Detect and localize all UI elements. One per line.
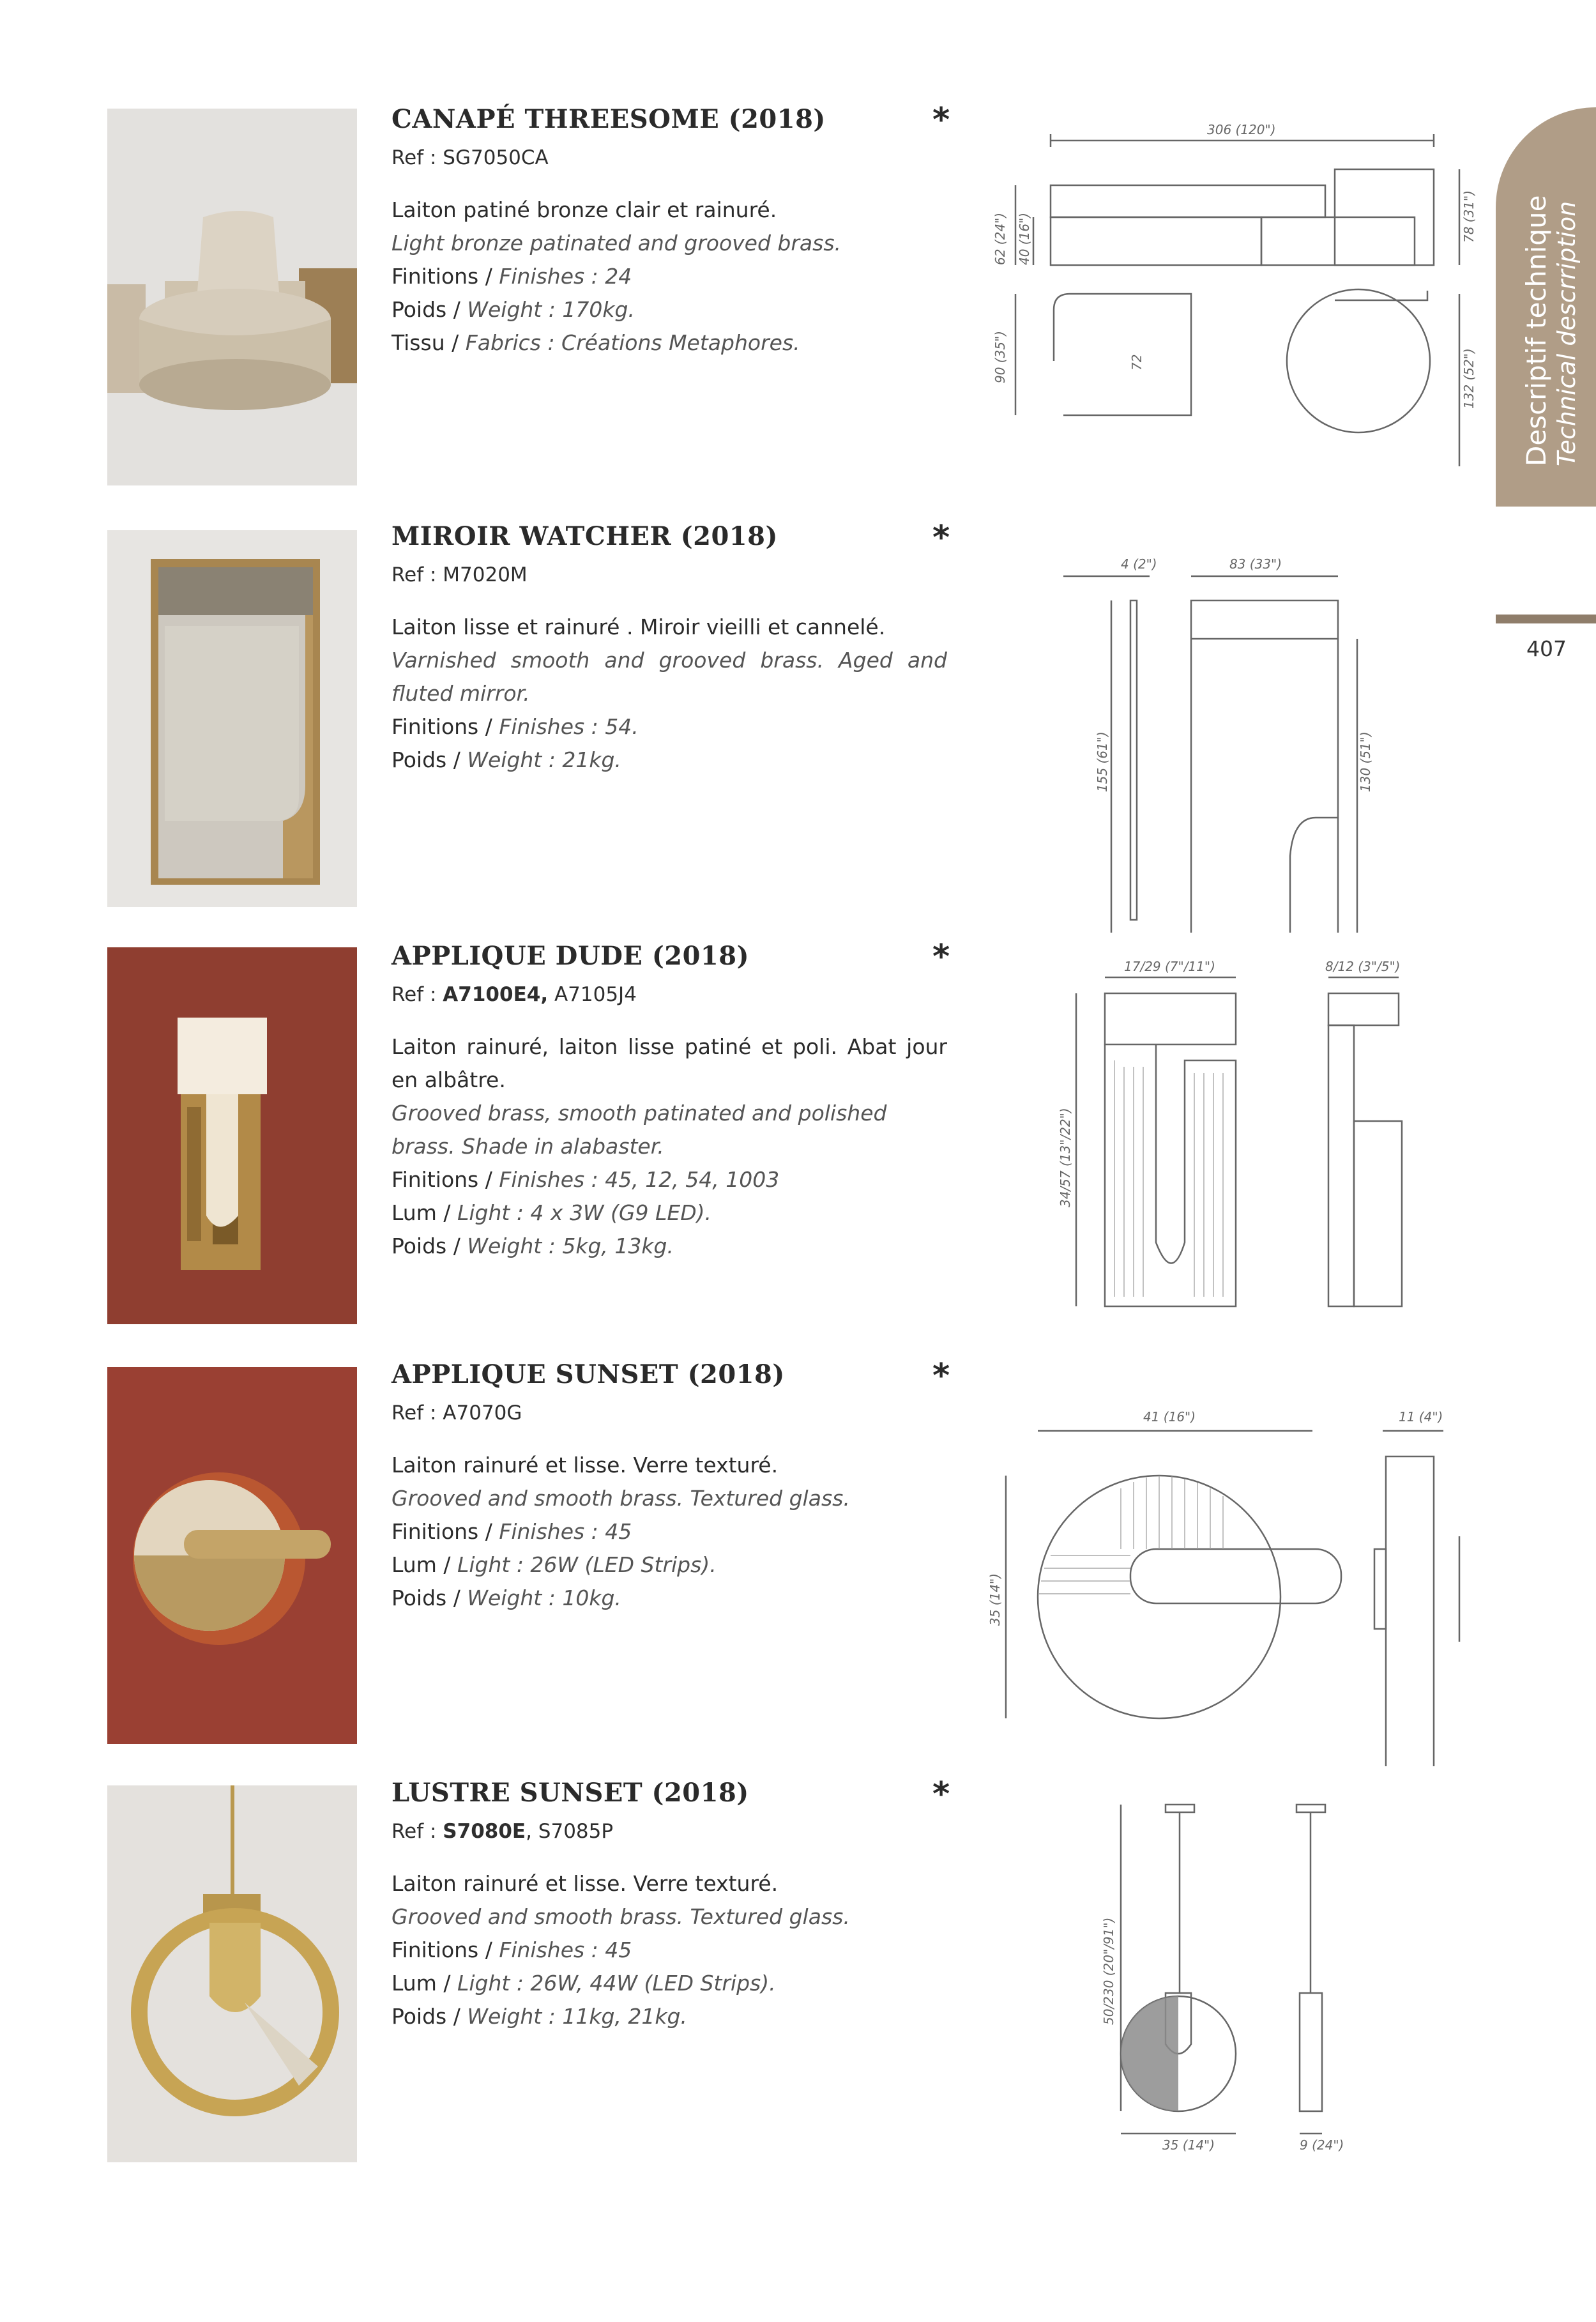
dim-label: 40 (16") (1017, 212, 1032, 265)
product-text (391, 942, 947, 1263)
desc-line: Finitions / Finishes : 24 (391, 264, 632, 289)
dim-label: 132 (52") (1461, 348, 1477, 409)
technical-drawing-mirror (968, 537, 1485, 933)
desc-line: Lum / Light : 26W, 44W (LED Strips). (391, 1971, 776, 1996)
asterisk-marker: * (932, 938, 950, 976)
product-title: MIROIR WATCHER (2018) (391, 521, 778, 551)
desc-line: Laiton patiné bronze clair et rainuré. (391, 197, 777, 222)
desc-line: Tissu / Fabrics : Créations Metaphores. (391, 330, 800, 355)
asterisk-marker: * (932, 1775, 950, 1814)
dim-label: 306 (120") (1207, 122, 1276, 137)
desc-line: Finitions / Finishes : 45 (391, 1519, 632, 1544)
dim-label: 78 (31") (1461, 190, 1477, 243)
desc-line: Varnished smooth and grooved brass. Aged and fluted mirror. (391, 648, 947, 706)
product-text (391, 105, 947, 360)
desc-line: Grooved and smooth brass. Textured glass. (391, 1486, 850, 1511)
product-photo-sunset (107, 1367, 357, 1744)
desc-line: Finitions / Finishes : 54. (391, 714, 639, 739)
dim-label: 17/29 (7"/11") (1124, 959, 1215, 974)
section-label-en: Technical descrription (1553, 201, 1581, 466)
desc-line: Lum / Light : 4 x 3W (G9 LED). (391, 1200, 711, 1225)
dim-label: 130 (51") (1358, 731, 1373, 792)
page-number: 407 (1526, 636, 1567, 661)
desc-line: Light bronze patinated and grooved brass. (391, 231, 842, 256)
desc-line: Finitions / Finishes : 45, 12, 54, 1003 (391, 1167, 780, 1192)
desc-line: Lum / Light : 26W (LED Strips). (391, 1552, 717, 1577)
dim-label: 35 (14") (987, 1573, 1003, 1626)
dim-label: 72 (1129, 354, 1144, 370)
page-number-bar (1496, 615, 1596, 623)
desc-line: Poids / Weight : 11kg, 21kg. (391, 2004, 687, 2029)
product-title: APPLIQUE SUNSET (2018) (391, 1359, 785, 1389)
product-ref: Ref : SG7050CA (391, 146, 549, 169)
dim-label: 8/12 (3"/5") (1325, 959, 1401, 974)
product-ref: Ref : A7100E4, A7105J4 (391, 983, 637, 1006)
product-title: APPLIQUE DUDE (2018) (391, 941, 750, 971)
dim-label: 41 (16") (1143, 1409, 1196, 1425)
product-ref: Ref : S7080E, S7085P (391, 1820, 614, 1843)
product-photo-lustre (107, 1785, 357, 2162)
desc-line: Laiton rainuré, laiton lisse patiné et poli. Abat jour en albâtre. (391, 1034, 947, 1092)
desc-line: Poids / Weight : 5kg, 13kg. (391, 1234, 674, 1258)
product-photo-sofa (107, 109, 357, 485)
desc-line: Laiton lisse et rainuré . Miroir vieilli et cannelé. (391, 615, 886, 639)
desc-line: Poids / Weight : 10kg. (391, 1585, 621, 1610)
product-description (391, 1867, 947, 2033)
product-photo-mirror (107, 530, 357, 907)
dim-label: 62 (24") (992, 212, 1008, 265)
product-text (391, 1779, 947, 2033)
desc-line: Grooved and smooth brass. Textured glass. (391, 1904, 850, 1929)
product-title: CANAPÉ THREESOME (2018) (391, 104, 826, 134)
product-description (391, 194, 947, 360)
desc-line: Poids / Weight : 21kg. (391, 747, 621, 772)
product-text (391, 1361, 947, 1615)
desc-line: Laiton rainuré et lisse. Verre texturé. (391, 1453, 779, 1478)
dim-label: 155 (61") (1095, 731, 1110, 792)
section-tab-text (1496, 134, 1596, 505)
dim-label: 83 (33") (1229, 556, 1282, 572)
asterisk-marker: * (932, 101, 950, 139)
desc-line: Finitions / Finishes : 45 (391, 1937, 632, 1962)
product-description (391, 1449, 947, 1615)
product-description (391, 1030, 947, 1263)
dim-label: 50/230 (20"/91") (1101, 1917, 1116, 2025)
desc-line: Laiton rainuré et lisse. Verre texturé. (391, 1871, 779, 1896)
desc-line: Poids / Weight : 170kg. (391, 297, 635, 322)
product-ref: Ref : M7020M (391, 563, 528, 586)
asterisk-marker: * (932, 1357, 950, 1395)
product-description (391, 611, 947, 777)
product-photo-dude (107, 947, 357, 1324)
dim-label: 90 (35") (992, 330, 1008, 383)
product-text (391, 523, 947, 777)
dim-label: 11 (4") (1399, 1409, 1443, 1425)
technical-drawing-lustre (968, 1789, 1485, 2185)
technical-drawing-sofa (968, 109, 1485, 505)
dim-label: 35 (14") (1162, 2137, 1215, 2153)
technical-drawing-dude (968, 952, 1485, 1348)
product-ref: Ref : A7070G (391, 1402, 522, 1425)
asterisk-marker: * (932, 519, 950, 557)
desc-line: Grooved brass, smooth patinated and polished brass. Shade in alabaster. (391, 1101, 887, 1159)
dim-label: 4 (2") (1121, 556, 1157, 572)
section-label-fr: Descriptif technique (1521, 195, 1552, 466)
technical-drawing-sunset (968, 1370, 1485, 1766)
product-title: LUSTRE SUNSET (2018) (391, 1778, 749, 1808)
dim-label: 34/57 (13"/22") (1058, 1108, 1073, 1207)
dim-label: 9 (24") (1300, 2137, 1344, 2153)
